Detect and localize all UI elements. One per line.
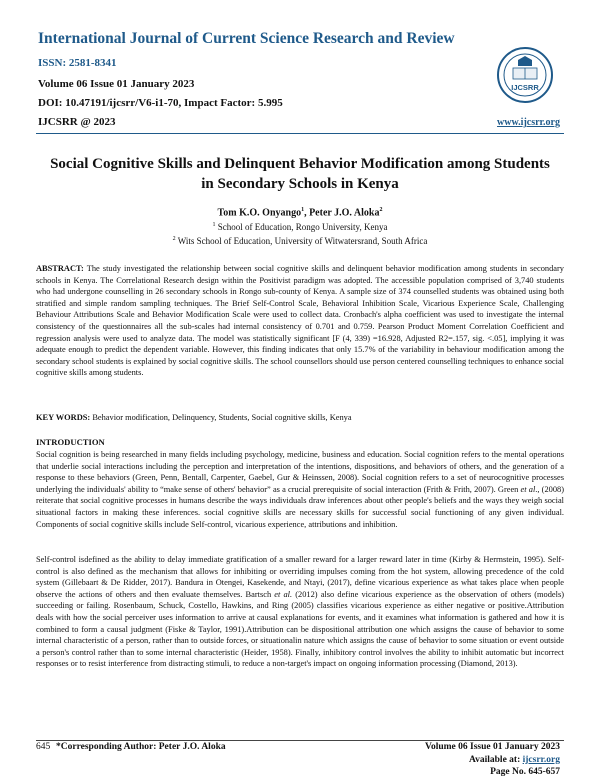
journal-copyright: IJCSRR @ 2023: [38, 116, 116, 128]
journal-website-link[interactable]: www.ijcsrr.org: [497, 117, 560, 128]
intro-p2-etal: et al.: [274, 589, 293, 599]
affiliation-1-mark: 1: [212, 222, 216, 228]
logo-text: IJCSRR: [511, 83, 539, 92]
volume-issue: Volume 06 Issue 01 January 2023: [38, 78, 195, 90]
affiliation-1: [0, 222, 600, 232]
journal-logo-icon: [496, 46, 554, 104]
footer-volume: Volume 06 Issue 01 January 2023: [424, 742, 560, 752]
keywords-text: Behavior modification, Delinquency, Students, Social cognitive skills, Kenya: [90, 413, 352, 422]
author-1: Tom K.O. Onyango: [217, 207, 302, 219]
intro-p1-text-a: Social cognition is being researched in many fields including psychology, medicine, business and education. Social cognition refers to the mental operations that underlie social interactions including the perception and interpretation of the intentions, dispositions, and behaviors of others, and the generation of a response to these behaviors (Green, Penn, Bentall, Carpenter, Gaebel, Gur & Heinssen, 2008). Social cognition refers to a set of neurocognitive processes underlying the individuals' ability to “make sense of others' behavior” as a crucial prerequisite of social interaction (Frith & Frith, 2007). Green: [36, 450, 564, 494]
introduction-paragraph-1: [36, 449, 564, 530]
introduction-paragraph-2: [36, 554, 564, 670]
doi-impact-factor: DOI: 10.47191/ijcsrr/V6-i1-70, Impact Factor: 5.995: [38, 97, 283, 109]
footer-availability: [469, 755, 560, 765]
intro-p1-text-b: ., (2008) reiterate that social cognitive processes in humans describe the ways individuals draw inferences about other people's beliefs and the ways they weigh social situational factors in making these inferences. social cognitive skills are necessary skills for successful social functioning of any given individual. Components of social cognitive skills include Self-control, vicarious experience, attributions and inhibition.: [36, 484, 564, 529]
intro-p2-text-a: Self-control isdefined as the ability to delay immediate gratification of a smaller reward for a larger reward later in time (Kirby & Herrnstein, 1995). Self-control is also defined as the mechanism that allows for inhibiting or overriding impulses coming from the hot system, allowing precedence of the cold system (Gillebaart & De Ridder, 2017). Bandura in Otengei, Kasekende, and Ntayi, (2017), define vicarious experience as what takes place when people observe the actions of others and then evaluate themselves. Bartsch: [36, 555, 564, 599]
abstract-label: ABSTRACT:: [36, 264, 84, 273]
author-2-affiliation-mark: 2: [379, 207, 383, 213]
keywords-label: KEY WORDS:: [36, 413, 91, 422]
issn: ISSN: 2581-8341: [38, 57, 117, 69]
footer-page-range: Page No. 645-657: [490, 767, 560, 777]
header-divider: [36, 133, 564, 134]
paper-title-line-2: in Secondary Schools in Kenya: [201, 176, 399, 192]
available-label: Available at:: [468, 755, 523, 765]
author-list: [0, 207, 600, 218]
abstract: [36, 263, 564, 379]
abstract-text: The study investigated the relationship between social cognitive skills and delinquent behavior modification among students in secondary schools in Kenya. The Correlational Research design within the Positivist paradigm was adopted. The accessible population comprised of 3,740 students who had undergone counselling in 26 secondary schools in Rongo sub-county of Kenya. A sample size of 374 counselled students was obtained using both stratified and simple random sampling techniques. The Brief Self-Control Scale, Behavioral Inhibition Scale, Vicarious Experience Scale, Challenging Behaviour Attributions Scale and Behavior Modification Scale were used to collect data. Cronbach's alpha coefficient was used to investigate the internal consistency of the questionnaires all the sub-scales had internal consistency of 0.701 and 0.759. Pearson Product Moment Correlation Coefficient and regression analysis were used to analyze data. The model was statistically significant [F (4, 339) =16.928, Adjusted R2=.157, sig. <.05], implying it was adequate enough to predict the dependent variable. However, this finding indicates that only 15.7% of the variability in behaviour modification among the secondary school students is explained by social cognitive skills. The school counsellors should use person centered counselling techniques to enhance social cognitive skills among students.: [36, 264, 564, 378]
footer-page-number: 645: [36, 742, 51, 752]
affiliation-2-mark: 2: [172, 236, 176, 242]
affiliation-1-text: School of Education, Rongo University, Kenya: [215, 222, 388, 232]
author-2: Peter J.O. Aloka: [309, 207, 380, 219]
available-link[interactable]: ijcsrr.org: [522, 755, 560, 765]
affiliation-2-text: Wits School of Education, University of Witwatersrand, South Africa: [175, 236, 428, 246]
paper-title-line-1: Social Cognitive Skills and Delinquent Behavior Modification among Students: [50, 156, 550, 172]
paper-title: [30, 154, 570, 194]
keywords: [36, 412, 564, 424]
journal-title: International Journal of Current Science Research and Review: [38, 30, 455, 47]
author-1-affiliation-mark: 1: [301, 207, 305, 213]
introduction-heading: INTRODUCTION: [36, 437, 105, 447]
intro-p2-text-b: (2012) also define vicarious experience as the observation of others (models) succeeding or failing. Rosenbaum, Schuck, Costello, Hawkins, and Ring (2005) classifies vicarious experience as either negative or positive.Attribution deals with how the social perceiver uses information to arrive at causal explanations for events, and it examines what information is gathered and how it is combined to form a causal judgment (Fiske & Taylor, 1991).Attribution can be dispositional attribution one which assigns the cause of behavior to some internal characteristic of a person, rather than to outside forces, or situationalin nature which assigns the cause of behavior to some situation or event outside a person's control rather than to some internal characteristic (Heider, 1958). Finally, inhibitory control involves the ability to inhibit automatic but incorrect responses or to resist interference from distracting stimuli, to reduce a non-target's impact on ongoing information processing (Diamond, 2013).: [36, 589, 565, 669]
corresponding-author: *Corresponding Author: Peter J.O. Aloka: [56, 742, 226, 752]
affiliation-2: [0, 236, 600, 246]
footer-divider: [36, 740, 564, 741]
author-separator: ,: [304, 207, 310, 219]
intro-p1-etal: et al: [520, 484, 536, 494]
